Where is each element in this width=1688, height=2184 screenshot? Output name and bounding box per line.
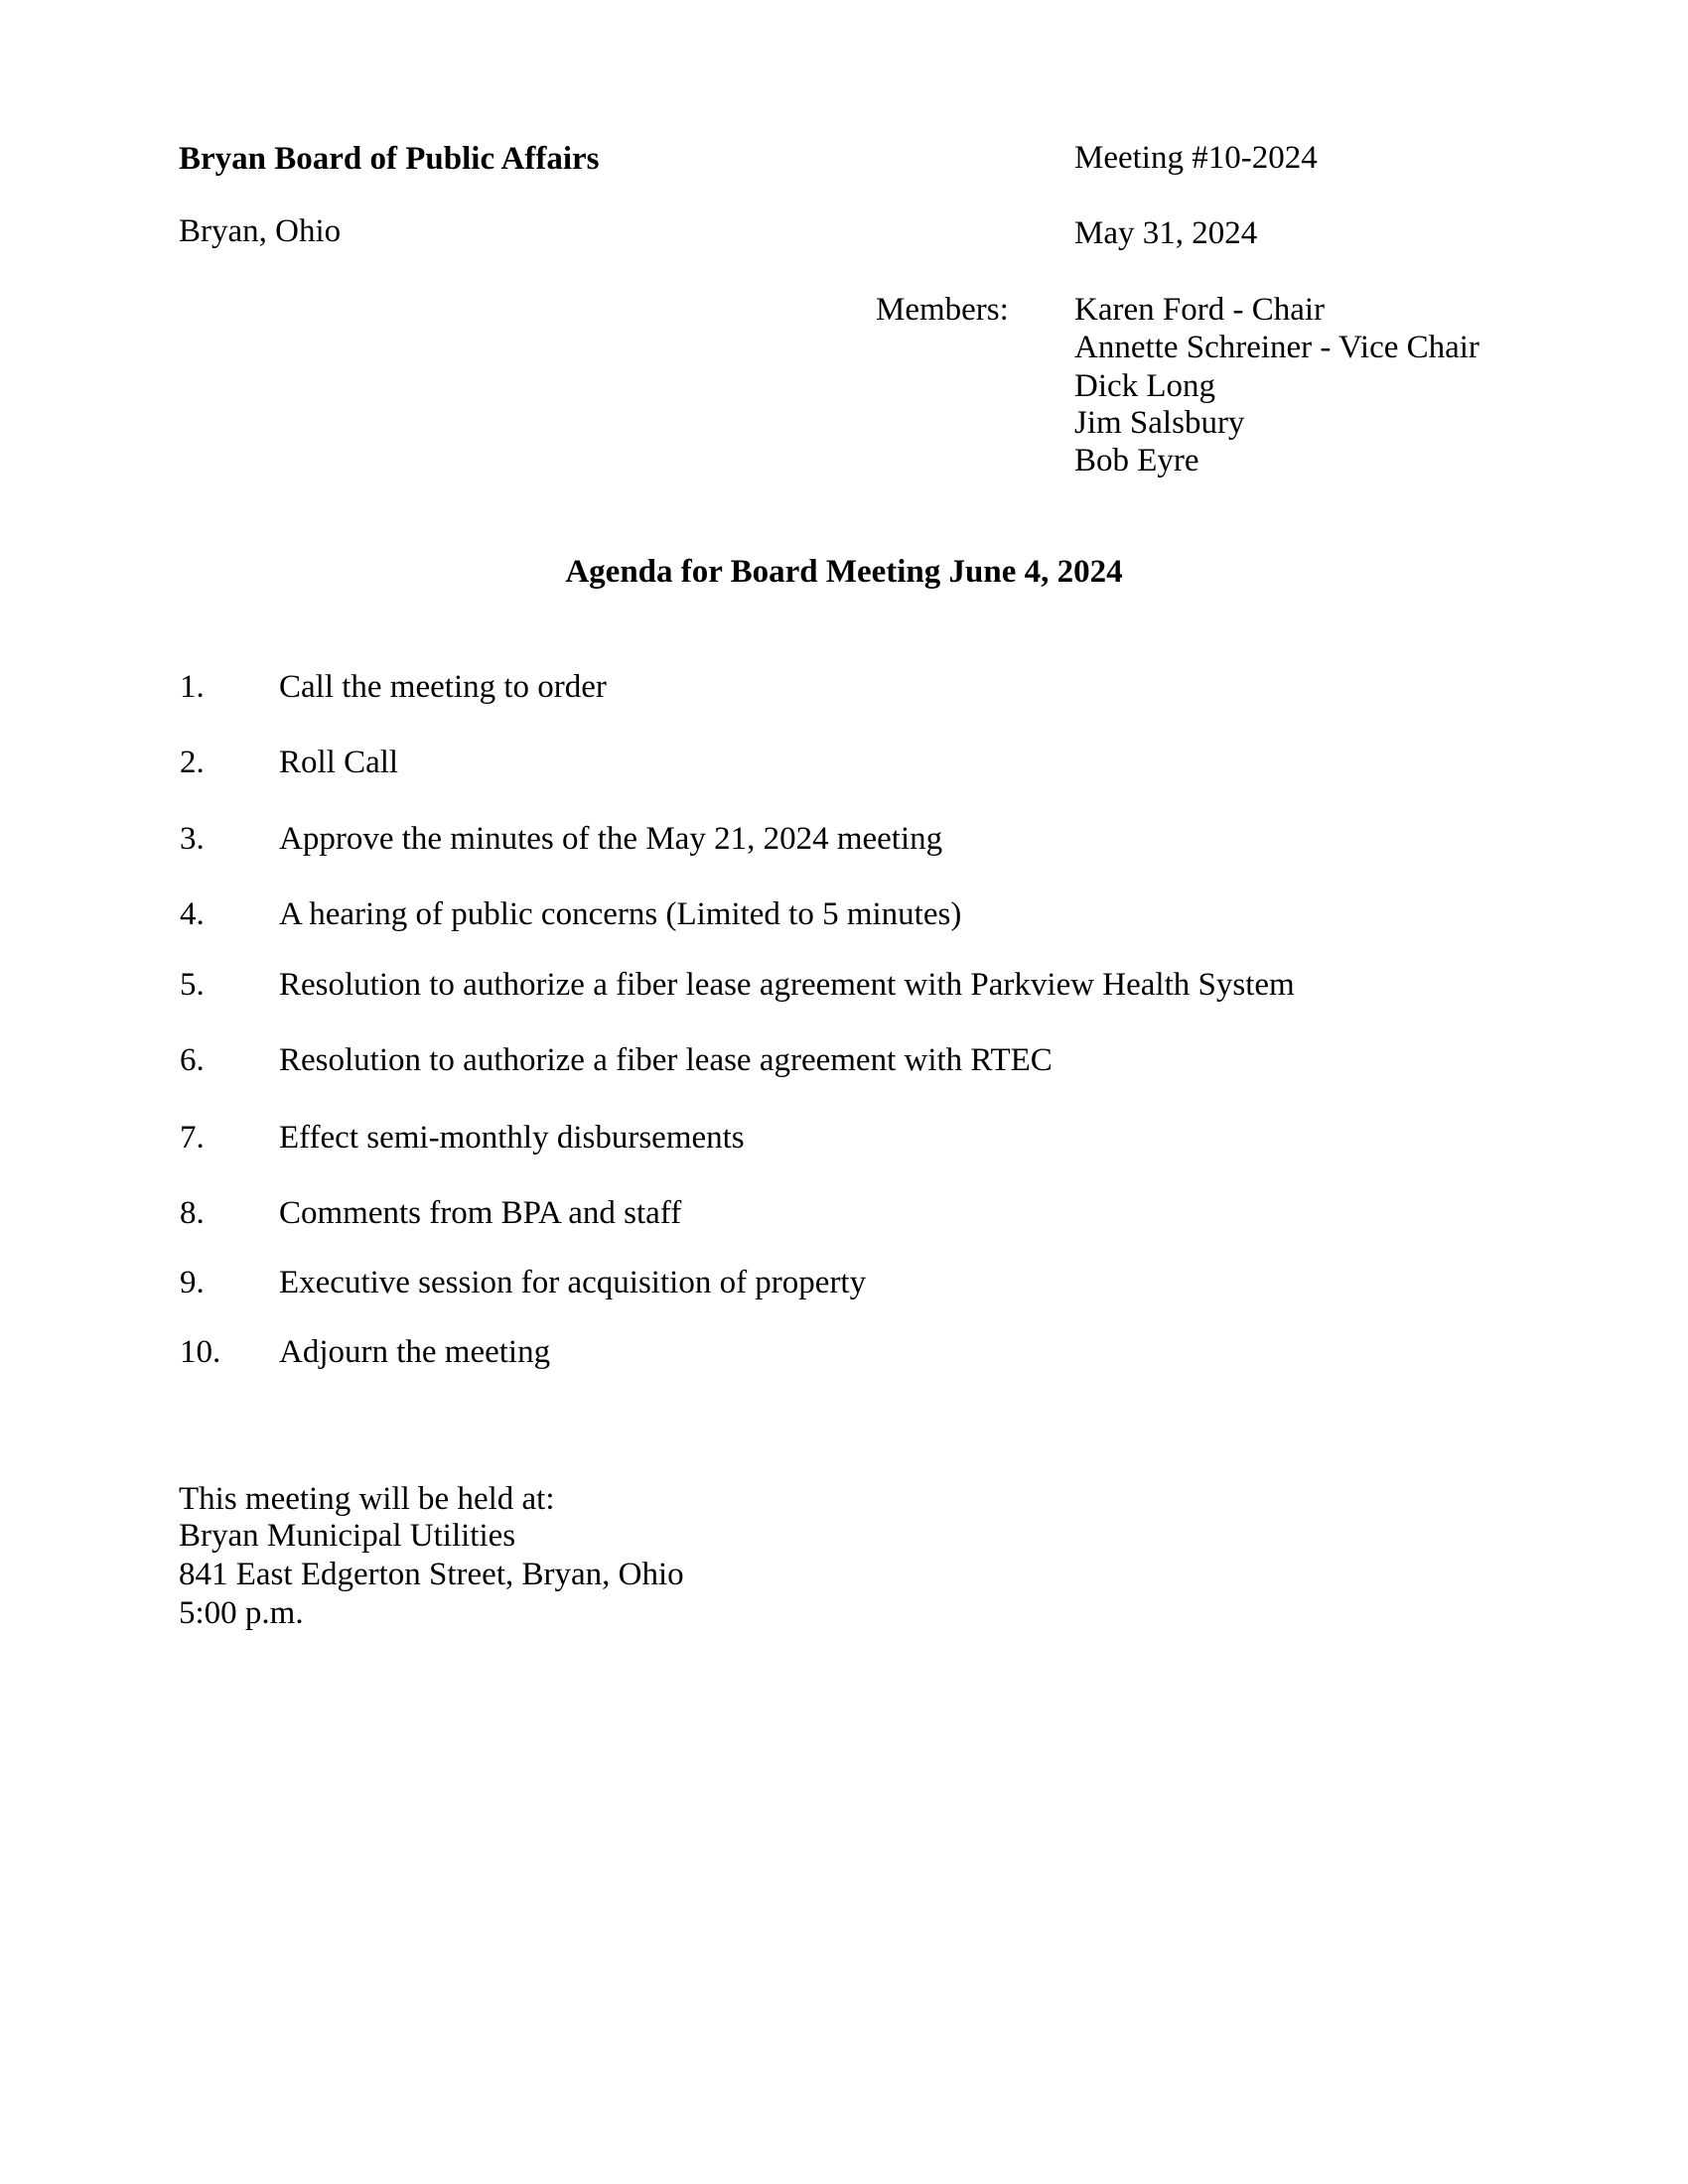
venue-address: 841 East Edgerton Street, Bryan, Ohio	[179, 1557, 684, 1592]
venue-intro: This meeting will be held at:	[179, 1481, 555, 1517]
agenda-item-text: Executive session for acquisition of property	[279, 1265, 867, 1300]
agenda-item-text: Call the meeting to order	[279, 669, 607, 705]
agenda-item-number: 7.	[180, 1120, 205, 1156]
agenda-item-number: 6.	[180, 1042, 205, 1078]
meeting-number: Meeting #10-2024	[1074, 140, 1318, 176]
agenda-item-text: Comments from BPA and staff	[279, 1195, 682, 1231]
agenda-item-number: 9.	[180, 1265, 205, 1300]
agenda-item-number: 4.	[180, 896, 205, 932]
agenda-item-text: Adjourn the meeting	[279, 1334, 551, 1370]
organization-name: Bryan Board of Public Affairs	[179, 141, 600, 177]
member-name: Jim Salsbury	[1074, 405, 1245, 441]
member-name: Karen Ford - Chair	[1074, 292, 1326, 328]
agenda-item-text: Effect semi-monthly disbursements	[279, 1120, 745, 1156]
agenda-item-text: Resolution to authorize a fiber lease agreement with RTEC	[279, 1042, 1053, 1078]
agenda-item-number: 1.	[180, 669, 205, 705]
members-label: Members:	[876, 292, 1009, 328]
document-date: May 31, 2024	[1074, 215, 1258, 251]
agenda-item-text: Roll Call	[279, 745, 399, 780]
agenda-item-number: 5.	[180, 967, 205, 1003]
venue-name: Bryan Municipal Utilities	[179, 1518, 516, 1554]
agenda-item-number: 2.	[180, 745, 205, 780]
member-name: Dick Long	[1074, 368, 1216, 404]
member-name: Annette Schreiner - Vice Chair	[1074, 330, 1479, 365]
agenda-item-text: A hearing of public concerns (Limited to 5 minutes)	[279, 896, 962, 932]
member-name: Bob Eyre	[1074, 443, 1199, 478]
agenda-item-number: 10.	[180, 1334, 221, 1370]
organization-location: Bryan, Ohio	[179, 213, 342, 249]
meeting-time: 5:00 p.m.	[179, 1595, 304, 1631]
agenda-title: Agenda for Board Meeting June 4, 2024	[565, 554, 1123, 590]
agenda-item-text: Approve the minutes of the May 21, 2024 meeting	[279, 821, 943, 857]
agenda-item-text: Resolution to authorize a fiber lease agreement with Parkview Health System	[279, 967, 1295, 1003]
agenda-item-number: 3.	[180, 821, 205, 857]
agenda-item-number: 8.	[180, 1195, 205, 1231]
